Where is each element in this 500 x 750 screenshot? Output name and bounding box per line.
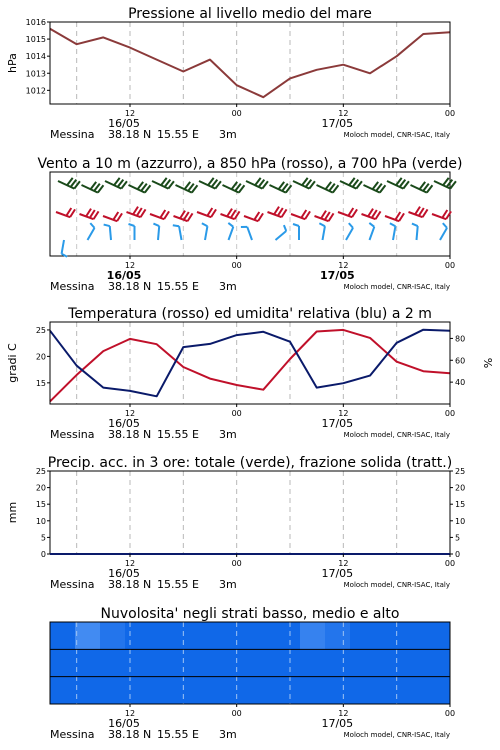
y-tick-label-right: 5 [455, 533, 461, 543]
barb-700hpa [129, 177, 151, 194]
barb-850hpa [385, 208, 404, 222]
barb-shaft [440, 228, 447, 240]
barb-10m [317, 223, 326, 240]
cloud-cell [300, 622, 326, 650]
panel-title: Precip. acc. in 3 ore: totale (verde), frazione solida (tratt.) [47, 455, 453, 471]
barb-10m [173, 224, 182, 241]
barb-flag [369, 223, 375, 227]
barb-shaft [370, 227, 375, 240]
date-label: 17/05 [320, 269, 355, 282]
y-tick-label-right: 10 [455, 516, 466, 526]
x-tick-label: 00 [444, 709, 456, 718]
cloud-cell [100, 649, 126, 677]
location-alt: 3m [219, 728, 237, 741]
x-tick-label: 12 [338, 109, 349, 118]
barb-flag [442, 223, 448, 228]
barb-700hpa [411, 177, 433, 194]
cloud-cell [425, 677, 451, 705]
cloud-cell [325, 622, 351, 650]
cloud-cell [100, 622, 126, 650]
date-label: 16/05 [108, 417, 140, 430]
barb-flag [89, 223, 95, 228]
cloud-cell [175, 622, 201, 650]
date-label: 17/05 [321, 567, 354, 580]
y-tick-label-right: 80 [455, 334, 466, 344]
x-tick-label: 12 [124, 709, 136, 718]
cloud-cell [75, 649, 101, 677]
y-tick-label-right: 20 [455, 483, 466, 493]
barb-shaft [205, 226, 207, 240]
y-axis-label-right: % [482, 357, 495, 369]
credit: Moloch model, CNR-ISAC, Italy [343, 131, 450, 139]
barb-shaft [179, 226, 181, 240]
cloud-cell [225, 677, 251, 705]
barb-850hpa [291, 206, 310, 220]
date-label: 16/05 [108, 567, 140, 580]
barb-850hpa [127, 204, 146, 218]
barb-10m [152, 224, 159, 240]
barb-shaft [323, 226, 325, 240]
barb-10m [199, 223, 208, 240]
barb-shaft [417, 226, 418, 240]
humidity-line [50, 330, 450, 397]
barb-700hpa [176, 177, 198, 194]
barb-10m [435, 223, 448, 240]
barb-700hpa [223, 177, 245, 194]
y-tick-label: 1013 [25, 69, 46, 79]
barb-flag [173, 224, 179, 227]
location-lon: 15.55 E [157, 128, 199, 141]
x-tick-label: 12 [124, 559, 136, 568]
barb-shaft [346, 228, 353, 240]
barb-850hpa [103, 208, 122, 222]
y-axis-label: hPa [6, 53, 19, 73]
barb-flag [202, 223, 208, 226]
cloud-cell [300, 649, 326, 677]
date-label: 16/05 [108, 117, 140, 130]
cloud-cell [250, 677, 276, 705]
credit: Moloch model, CNR-ISAC, Italy [343, 731, 450, 739]
location-lat: 38.18 N [108, 128, 152, 141]
y-tick-label-right: 25 [455, 467, 466, 476]
barb-10m [61, 240, 70, 257]
location-alt: 3m [219, 280, 237, 293]
barb-850hpa [409, 204, 428, 218]
y-tick-label: 1014 [25, 52, 46, 62]
panel-title: Nuvolosita' negli strati basso, medio e alto [100, 606, 400, 622]
cloud-cell [275, 677, 301, 705]
cloud-cell [50, 649, 76, 677]
barb-shaft [247, 227, 252, 240]
location-alt: 3m [219, 428, 237, 441]
barb-shaft [88, 228, 95, 240]
x-tick-label: 00 [444, 109, 456, 118]
barb-10m [364, 223, 375, 240]
barb-flag [129, 224, 135, 226]
cloud-cell [50, 677, 76, 705]
barb-850hpa [150, 206, 169, 220]
credit: Moloch model, CNR-ISAC, Italy [343, 283, 450, 291]
date-label: 17/05 [321, 717, 354, 730]
barb-10m [341, 223, 354, 240]
barb-700hpa [199, 173, 221, 190]
barb-700hpa [270, 177, 292, 194]
barb-shaft [62, 240, 64, 254]
barb-850hpa [315, 208, 334, 222]
cloud-cell [275, 649, 301, 677]
cloud-cell [400, 677, 426, 705]
barb-shaft [393, 226, 395, 240]
y-tick-label-right: 40 [455, 378, 466, 388]
barb-850hpa [244, 208, 263, 222]
barb-850hpa [338, 204, 357, 218]
location-place: Messina [50, 428, 95, 441]
x-tick-label: 12 [124, 409, 136, 418]
barb-700hpa [82, 177, 104, 194]
barb-10m [223, 223, 234, 240]
y-tick-label: 5 [40, 533, 46, 543]
barb-10m [104, 224, 111, 240]
cloud-cell [150, 622, 176, 650]
x-tick-label: 12 [124, 109, 136, 118]
barb-700hpa [105, 173, 127, 190]
date-label: 17/05 [321, 417, 354, 430]
cloud-cell [300, 677, 326, 705]
date-label: 16/05 [106, 269, 142, 282]
barb-flag [228, 223, 234, 227]
cloud-cell [125, 649, 151, 677]
x-tick-label: 00 [231, 109, 242, 118]
plot-frame [50, 471, 450, 554]
cloud-cell [225, 649, 251, 677]
barb-10m [82, 223, 95, 240]
cloud-cell [250, 649, 276, 677]
barb-10m [387, 223, 396, 240]
barb-flag [319, 223, 325, 226]
y-axis-label: mm [6, 501, 19, 524]
location-lat: 38.18 N [108, 728, 152, 741]
barb-700hpa [293, 173, 315, 190]
barb-700hpa [246, 173, 268, 190]
y-tick-label: 20 [35, 352, 46, 362]
x-tick-label: 00 [444, 559, 456, 568]
cloud-cell [350, 677, 376, 705]
y-tick-label-right: 0 [455, 550, 461, 559]
barb-10m [293, 224, 299, 240]
barb-shaft [229, 227, 234, 240]
barb-flag [412, 224, 418, 227]
credit: Moloch model, CNR-ISAC, Italy [343, 581, 450, 589]
barb-shaft [110, 226, 111, 240]
y-tick-label: 25 [35, 325, 46, 335]
cloud-cell [200, 677, 226, 705]
barb-shaft [276, 231, 287, 240]
barb-10m [129, 224, 135, 240]
cloud-cell [400, 649, 426, 677]
cloud-cell [350, 622, 376, 650]
cloud-cell [425, 649, 451, 677]
location-place: Messina [50, 578, 95, 591]
cloud-cell [400, 622, 426, 650]
cloud-cell [150, 649, 176, 677]
x-tick-label: 00 [444, 261, 456, 270]
plot-frame [50, 172, 450, 256]
cloud-cell [75, 622, 101, 650]
panel-title: Vento a 10 m (azzurro), a 850 hPa (rosso), a 700 hPa (verde) [37, 156, 463, 172]
x-tick-label: 00 [231, 559, 242, 568]
x-tick-label: 00 [231, 409, 242, 418]
location-lon: 15.55 E [157, 428, 199, 441]
barb-flag [293, 224, 299, 226]
location-alt: 3m [219, 128, 237, 141]
barb-shaft [158, 226, 159, 240]
y-axis-label: gradi C [6, 343, 19, 383]
panel-title: Temperatura (rosso) ed umidita' relativa (blu) a 2 m [68, 306, 432, 322]
cloud-cell [175, 677, 201, 705]
y-tick-label: 0 [40, 550, 46, 559]
cloud-cell [200, 622, 226, 650]
y-tick-label: 1016 [25, 18, 46, 27]
cloud-cell [275, 622, 301, 650]
barb-700hpa [317, 177, 339, 194]
barb-850hpa [56, 204, 75, 218]
cloud-cell [225, 622, 251, 650]
barb-700hpa [434, 173, 456, 190]
cloud-cell [250, 622, 276, 650]
cloud-cell [75, 677, 101, 705]
panel-title: Pressione al livello medio del mare [128, 6, 372, 22]
barb-850hpa [80, 206, 99, 220]
x-tick-label: 00 [444, 409, 456, 418]
location-lon: 15.55 E [157, 280, 199, 293]
y-tick-label: 1015 [25, 35, 46, 45]
barb-700hpa [387, 173, 409, 190]
cloud-cell [125, 622, 151, 650]
barb-flag [241, 225, 247, 229]
y-tick-label: 10 [35, 516, 46, 526]
cloud-cell [325, 677, 351, 705]
barb-10m [411, 224, 418, 240]
y-tick-label: 25 [35, 467, 46, 476]
y-tick-label: 20 [35, 483, 46, 493]
location-place: Messina [50, 128, 95, 141]
x-tick-label: 00 [231, 709, 242, 718]
cloud-cell [175, 649, 201, 677]
cloud-cell [200, 649, 226, 677]
x-tick-label: 12 [124, 261, 136, 270]
location-lat: 38.18 N [108, 428, 152, 441]
location-place: Messina [50, 728, 95, 741]
x-tick-label: 12 [338, 409, 349, 418]
cloud-cell [50, 622, 76, 650]
barb-700hpa [152, 173, 174, 190]
credit: Moloch model, CNR-ISAC, Italy [343, 431, 450, 439]
pressure-line [50, 29, 450, 97]
y-tick-label-right: 15 [455, 500, 466, 510]
cloud-cell [125, 677, 151, 705]
cloud-cell [425, 622, 451, 650]
x-tick-label: 12 [338, 559, 349, 568]
cloud-cell [325, 649, 351, 677]
barb-850hpa [268, 204, 287, 218]
y-tick-label-right: 60 [455, 356, 466, 366]
location-lat: 38.18 N [108, 578, 152, 591]
barb-850hpa [432, 206, 451, 220]
location-lat: 38.18 N [108, 280, 152, 293]
y-tick-label: 15 [35, 378, 46, 388]
date-label: 17/05 [321, 117, 354, 130]
barb-850hpa [197, 204, 216, 218]
barb-flag [390, 223, 396, 226]
barb-flag [153, 224, 159, 227]
cloud-cell [100, 677, 126, 705]
location-lon: 15.55 E [157, 578, 199, 591]
barb-10m [272, 225, 288, 240]
x-tick-label: 00 [231, 261, 242, 270]
barb-flag [282, 225, 287, 231]
x-tick-label: 12 [338, 709, 349, 718]
cloud-cell [150, 677, 176, 705]
x-tick-label: 12 [338, 261, 349, 270]
barb-flag [348, 223, 354, 228]
barb-850hpa [362, 206, 381, 220]
location-alt: 3m [219, 578, 237, 591]
y-tick-label: 15 [35, 500, 46, 510]
date-label: 16/05 [108, 717, 140, 730]
temperature-line [50, 330, 450, 402]
location-lon: 15.55 E [157, 728, 199, 741]
barb-10m [241, 225, 252, 242]
location-place: Messina [50, 280, 95, 293]
barb-flag [104, 224, 110, 227]
y-tick-label: 1012 [25, 86, 46, 96]
cloud-cell [350, 649, 376, 677]
barb-700hpa [364, 177, 386, 194]
